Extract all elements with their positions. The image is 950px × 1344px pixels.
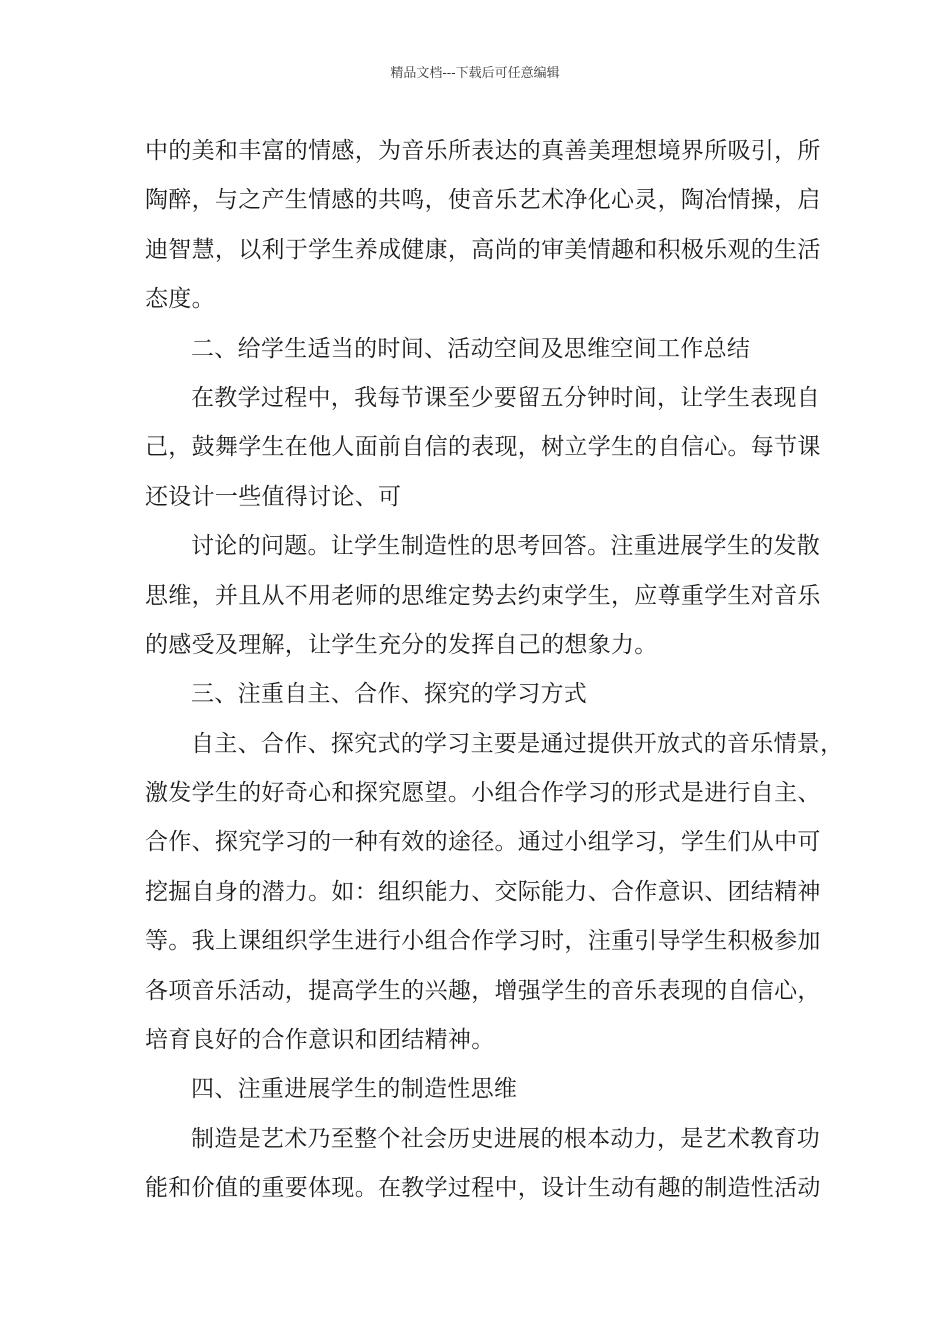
section-heading-2: 二、给学生适当的时间、活动空间及思维空间工作总结 bbox=[191, 335, 751, 362]
section-heading-3: 三、注重自主、合作、探究的学习方式 bbox=[191, 681, 588, 708]
text-line: 挖掘自身的潜力。如：组织能力、交际能力、合作意识、团结精神 bbox=[145, 878, 821, 905]
text-line: 思维，并且从不用老师的思维定势去约束学生，应尊重学生对音乐 bbox=[145, 582, 821, 609]
text-line: 自主、合作、探究式的学习主要是通过提供开放式的音乐情景， bbox=[191, 730, 844, 757]
section-heading-4: 四、注重进展学生的制造性思维 bbox=[191, 1076, 518, 1103]
text-line: 陶醉，与之产生情感的共鸣，使音乐艺术净化心灵，陶冶情操，启 bbox=[145, 187, 821, 214]
text-line: 在教学过程中，我每节课至少要留五分钟时间，让学生表现自 bbox=[191, 384, 821, 411]
text-line: 己，鼓舞学生在他人面前自信的表现，树立学生的自信心。每节课 bbox=[145, 434, 821, 461]
page-header: 精品文档---下载后可任意编辑 bbox=[390, 66, 560, 81]
text-line: 的感受及理解，让学生充分的发挥自己的想象力。 bbox=[145, 631, 658, 658]
text-line: 各项音乐活动，提高学生的兴趣，增强学生的音乐表现的自信心， bbox=[145, 977, 821, 1004]
text-line: 态度。 bbox=[145, 286, 215, 313]
text-line: 培育良好的合作意识和团结精神。 bbox=[145, 1027, 495, 1054]
text-line: 中的美和丰富的情感，为音乐所表达的真善美理想境界所吸引，所 bbox=[145, 138, 821, 164]
text-line: 迪智慧，以利于学生养成健康，高尚的审美情趣和积极乐观的生活 bbox=[145, 236, 821, 263]
text-line: 等。我上课组织学生进行小组合作学习时，注重引导学生积极参加 bbox=[145, 928, 821, 955]
text-line: 合作、探究学习的一种有效的途径。通过小组学习，学生们从中可 bbox=[145, 829, 821, 856]
text-line: 讨论的问题。让学生制造性的思考回答。注重进展学生的发散 bbox=[191, 533, 821, 560]
text-line: 还设计一些值得讨论、可 bbox=[145, 483, 402, 510]
text-line: 能和价值的重要体现。在教学过程中，设计生动有趣的制造性活动 bbox=[145, 1175, 821, 1202]
text-line: 制造是艺术乃至整个社会历史进展的根本动力，是艺术教育功 bbox=[191, 1125, 821, 1152]
text-line: 激发学生的好奇心和探究愿望。小组合作学习的形式是进行自主、 bbox=[145, 780, 821, 807]
document-body bbox=[145, 127, 844, 1214]
